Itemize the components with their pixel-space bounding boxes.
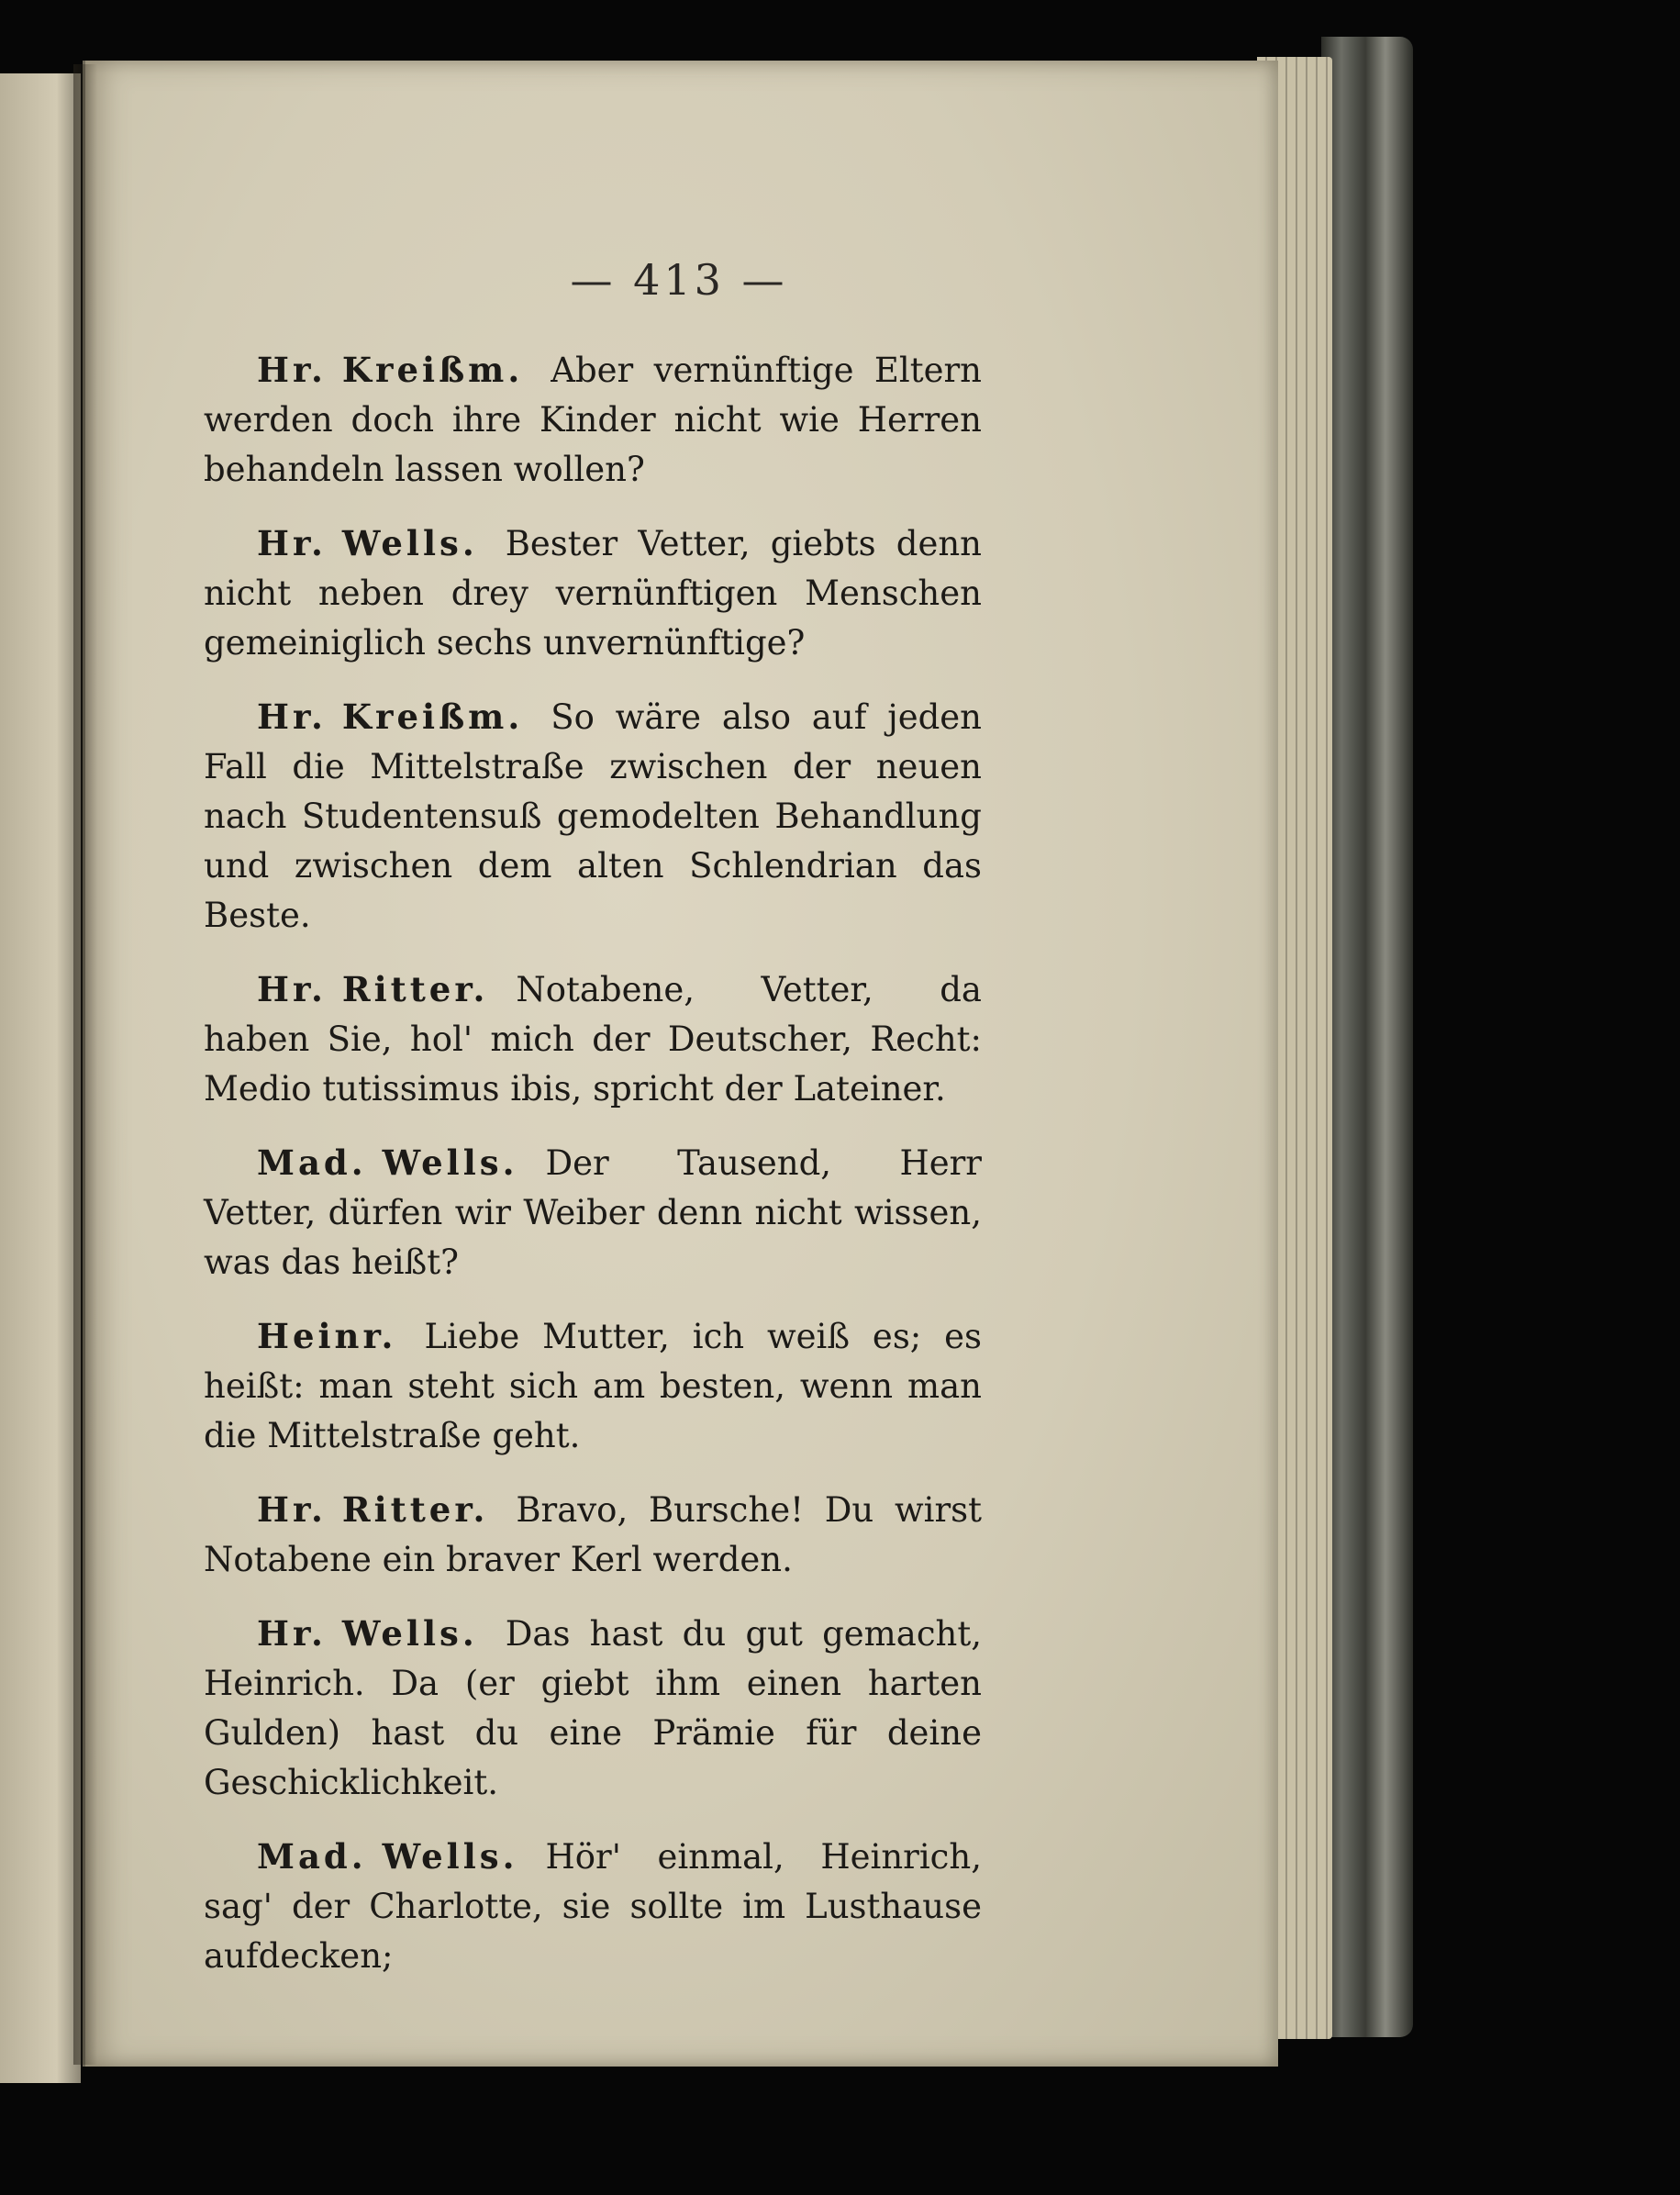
speaker-name: Hr. Wells. (257, 523, 478, 563)
dialogue-paragraph (204, 1832, 982, 1981)
speaker-name: Mad. Wells. (257, 1836, 518, 1877)
dialogue-paragraph (204, 345, 982, 495)
speaker-name: Hr. Kreißm. (257, 696, 524, 737)
dialogue-text: Der Tausend, Herr Vetter, dürfen wir Weiber denn nicht wissen, was das heißt? (204, 1143, 982, 1282)
dialogue-text: So wäre also auf jeden Fall die Mittelstraße zwischen der neuen nach Studentensuß gemodelten Behandlung und zwischen dem alten Schlendrian das Beste. (204, 697, 982, 935)
dialogue-paragraph (204, 518, 982, 668)
page-number: — 413 — (570, 255, 788, 305)
dialogue-paragraph (204, 1138, 982, 1287)
speaker-name: Hr. Ritter. (257, 1489, 489, 1530)
dialogue-text: Notabene, Vetter, da haben Sie, hol' mich der Deutscher, Recht: Medio tutissimus ibis, spricht der Lateiner. (204, 970, 982, 1109)
dialogue-paragraph (204, 1485, 982, 1585)
speaker-name: Hr. Wells. (257, 1613, 478, 1654)
speaker-name: Hr. Ritter. (257, 969, 489, 1009)
dialogue-paragraph (204, 964, 982, 1114)
dialogue-paragraph (204, 692, 982, 941)
gutter-shadow (73, 64, 97, 2065)
dialogue-text: Liebe Mutter, ich weiß es; es heißt: man steht sich am besten, wenn man die Mittelstraße geht. (204, 1317, 982, 1455)
book-cover-spine (1321, 37, 1413, 2037)
speaker-name: Heinr. (257, 1316, 397, 1356)
left-page-edge (0, 73, 81, 2083)
speaker-name: Hr. Kreißm. (257, 350, 524, 390)
dialogue-text: Aber vernünftige Eltern werden doch ihre Kinder nicht wie Herren behandeln lassen wollen? (204, 351, 982, 489)
dialogue-text: Bester Vetter, giebts denn nicht neben drey vernünftigen Menschen gemeiniglich sechs unvernünftige? (204, 524, 982, 663)
speaker-name: Mad. Wells. (257, 1142, 518, 1183)
page-text (204, 251, 982, 2005)
dialogue-text: Das hast du gut gemacht, Heinrich. Da (er giebt ihm einen harten Gulden) hast du eine Prämie für deine Geschicklichkeit. (204, 1614, 982, 1802)
dialogue-paragraph (204, 1311, 982, 1461)
dialogue-text: Hör' einmal, Heinrich, sag' der Charlotte, sie sollte im Lusthause aufdecken; (204, 1837, 982, 1976)
dialogue-text: Bravo, Bursche! Du wirst Notabene ein braver Kerl werden. (204, 1490, 982, 1579)
dialogue-paragraph (204, 1609, 982, 1808)
